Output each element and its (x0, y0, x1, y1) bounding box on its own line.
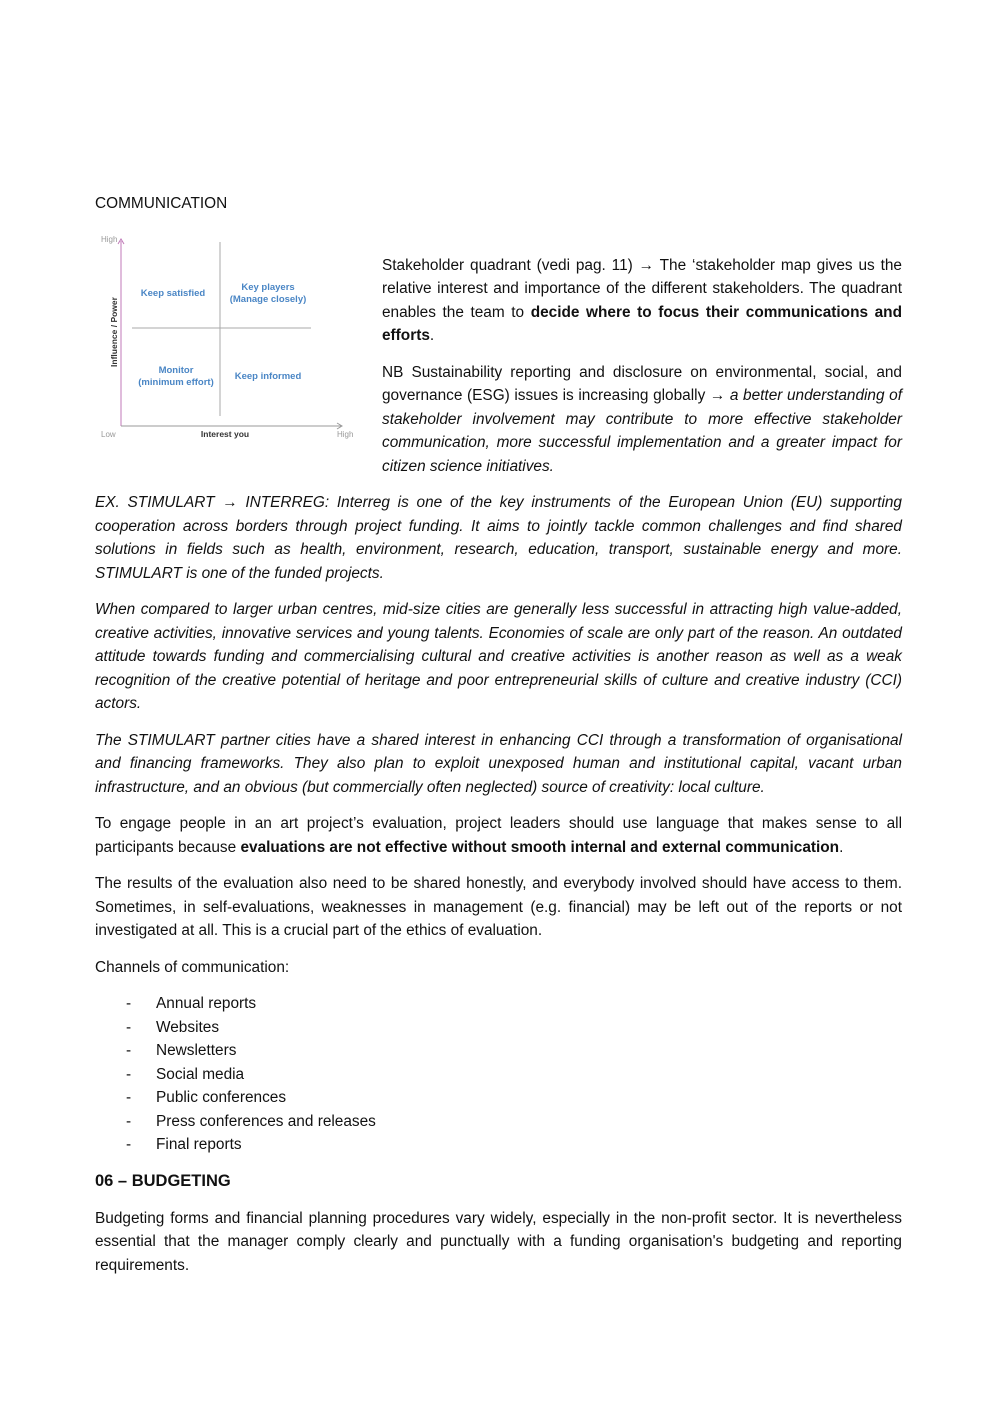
channels-intro: Channels of communication: (95, 958, 290, 976)
p3-text-b: INTERREG: Interreg is one of the key instruments of the European Union (EU) supporting cooperation across borders through project funding. It aims to jointly tackle common challenges and find shared solutions in fields such as health, environment, research, education, transport, sustainable energy and more. STIMULART is one of the funded projects. (95, 494, 902, 582)
list-item-label: Newsletters (156, 1042, 237, 1059)
p2-italic-text: a better understanding of stakeholder involvement may contribute to more effective stakeholder communication, more successful implementation and a greater impact for citizen science initiatives. (382, 387, 902, 475)
list-bullet: - (126, 1018, 132, 1036)
paragraph-partner-cities: The STIMULART partner cities have a shared interest in enhancing CCI through a transformation of organisational and financing frameworks. They also plan to exploit unexposed human and institutional capital, vacant urban infrastructure, and an obvious (but commercially often neglected) source of creativity: local culture. (95, 731, 902, 796)
list-item-label: Annual reports (156, 995, 257, 1012)
quadrant-description (382, 230, 902, 479)
quadrant-monitor: Monitor (158, 364, 194, 376)
paragraph-engage-evaluation (95, 812, 902, 859)
list-bullet: - (126, 1042, 132, 1059)
list-item-label: Public conferences (156, 1089, 287, 1106)
x-high-label: High (337, 429, 354, 439)
section-heading-communication: COMMUNICATION (95, 195, 228, 212)
list-item (95, 1016, 902, 1040)
list-item (95, 1086, 902, 1110)
arrow-right-icon: → (638, 256, 655, 274)
paragraph-mid-size-cities: When compared to larger urban centres, mid-size cities are generally less successful in attracting high value-added, creative activities, innovative services and young talents. Economies of scale are only part of the reason. An outdated attitude towards funding and commercialising cultural and creative activities is another reason as well as a weak recognition of the creative potential of heritage and poor entrepreneurial skills of culture and creative industry (CCI) actors. (95, 601, 902, 712)
paragraph-esg-note (382, 361, 902, 479)
section-title-budgeting: 06 – BUDGETING (95, 1171, 231, 1190)
p2-text-a: NB Sustainability reporting and disclosure on environmental, social, and governance (ESG) issues is increasing globally (382, 363, 902, 404)
arrow-right-icon: → (709, 387, 726, 404)
y-axis-title: Influence / Power (109, 296, 119, 367)
quadrant-key-players: Key players (241, 281, 295, 293)
channels-list (95, 992, 902, 1157)
p1-emphasis: decide where to focus their communications and efforts (382, 303, 902, 344)
p3-text-a: EX. STIMULART (95, 494, 223, 511)
paragraph-stakeholder-quadrant (382, 254, 902, 348)
list-item-label: Final reports (156, 1136, 242, 1153)
arrow-right-icon: → (222, 494, 238, 511)
list-item-label: Social media (156, 1065, 245, 1083)
p1-text-a: Stakeholder quadrant (vedi pag. 11) (382, 256, 639, 274)
paragraph-budgeting: Budgeting forms and financial planning procedures vary widely, especially in the non-profit sector. It is nevertheless essential that the manager comply clearly and punctually with a funding organisation's budgeting and reporting requirements. (95, 1209, 902, 1274)
quadrant-manage-closely: (Manage closely) (229, 293, 307, 305)
x-low-label: Low (101, 429, 116, 439)
list-item (95, 1133, 902, 1157)
list-bullet: - (126, 1136, 132, 1153)
list-item (95, 1063, 902, 1087)
list-bullet: - (126, 1065, 132, 1083)
list-item (95, 992, 902, 1016)
list-bullet: - (126, 995, 132, 1012)
list-item (95, 1110, 902, 1134)
document-page (95, 192, 902, 1277)
p6-text-c: . (839, 838, 844, 856)
p1-text-c: . (429, 327, 435, 344)
paragraph-evaluation-results: The results of the evaluation also need to be shared honestly, and everybody involved should have access to them. Sometimes, in self-evaluations, weaknesses in management (e.g. financial) may be left out of the reports or not investigated at all. This is a crucial part of the ethics of evaluation. (95, 875, 902, 939)
list-item-label: Websites (156, 1018, 220, 1036)
p6-emphasis: evaluations are not effective without smooth internal and external communication (240, 838, 840, 856)
quadrant-minimum-effort: (minimum effort) (138, 376, 214, 388)
quadrant-keep-informed: Keep informed (234, 370, 302, 382)
y-high-label: High (101, 234, 118, 244)
stakeholder-quadrant-figure (95, 232, 357, 444)
quadrant-keep-satisfied: Keep satisfied (140, 287, 206, 299)
list-item-label: Press conferences and releases (156, 1112, 376, 1130)
x-axis-title: Interest you (200, 428, 250, 439)
list-item (95, 1039, 902, 1063)
p6-text-a: To engage people in an art project’s evaluation, project leaders should use language that makes sense to all participants because (95, 815, 902, 856)
paragraph-stimulart-interreg (95, 491, 902, 585)
list-bullet: - (126, 1089, 132, 1106)
list-bullet: - (126, 1112, 132, 1130)
quadrant-row (95, 230, 902, 479)
p1-text-b: The ‘stakeholder map gives us the relative interest and importance of the different stakeholders. The quadrant enables the team to (382, 256, 902, 321)
